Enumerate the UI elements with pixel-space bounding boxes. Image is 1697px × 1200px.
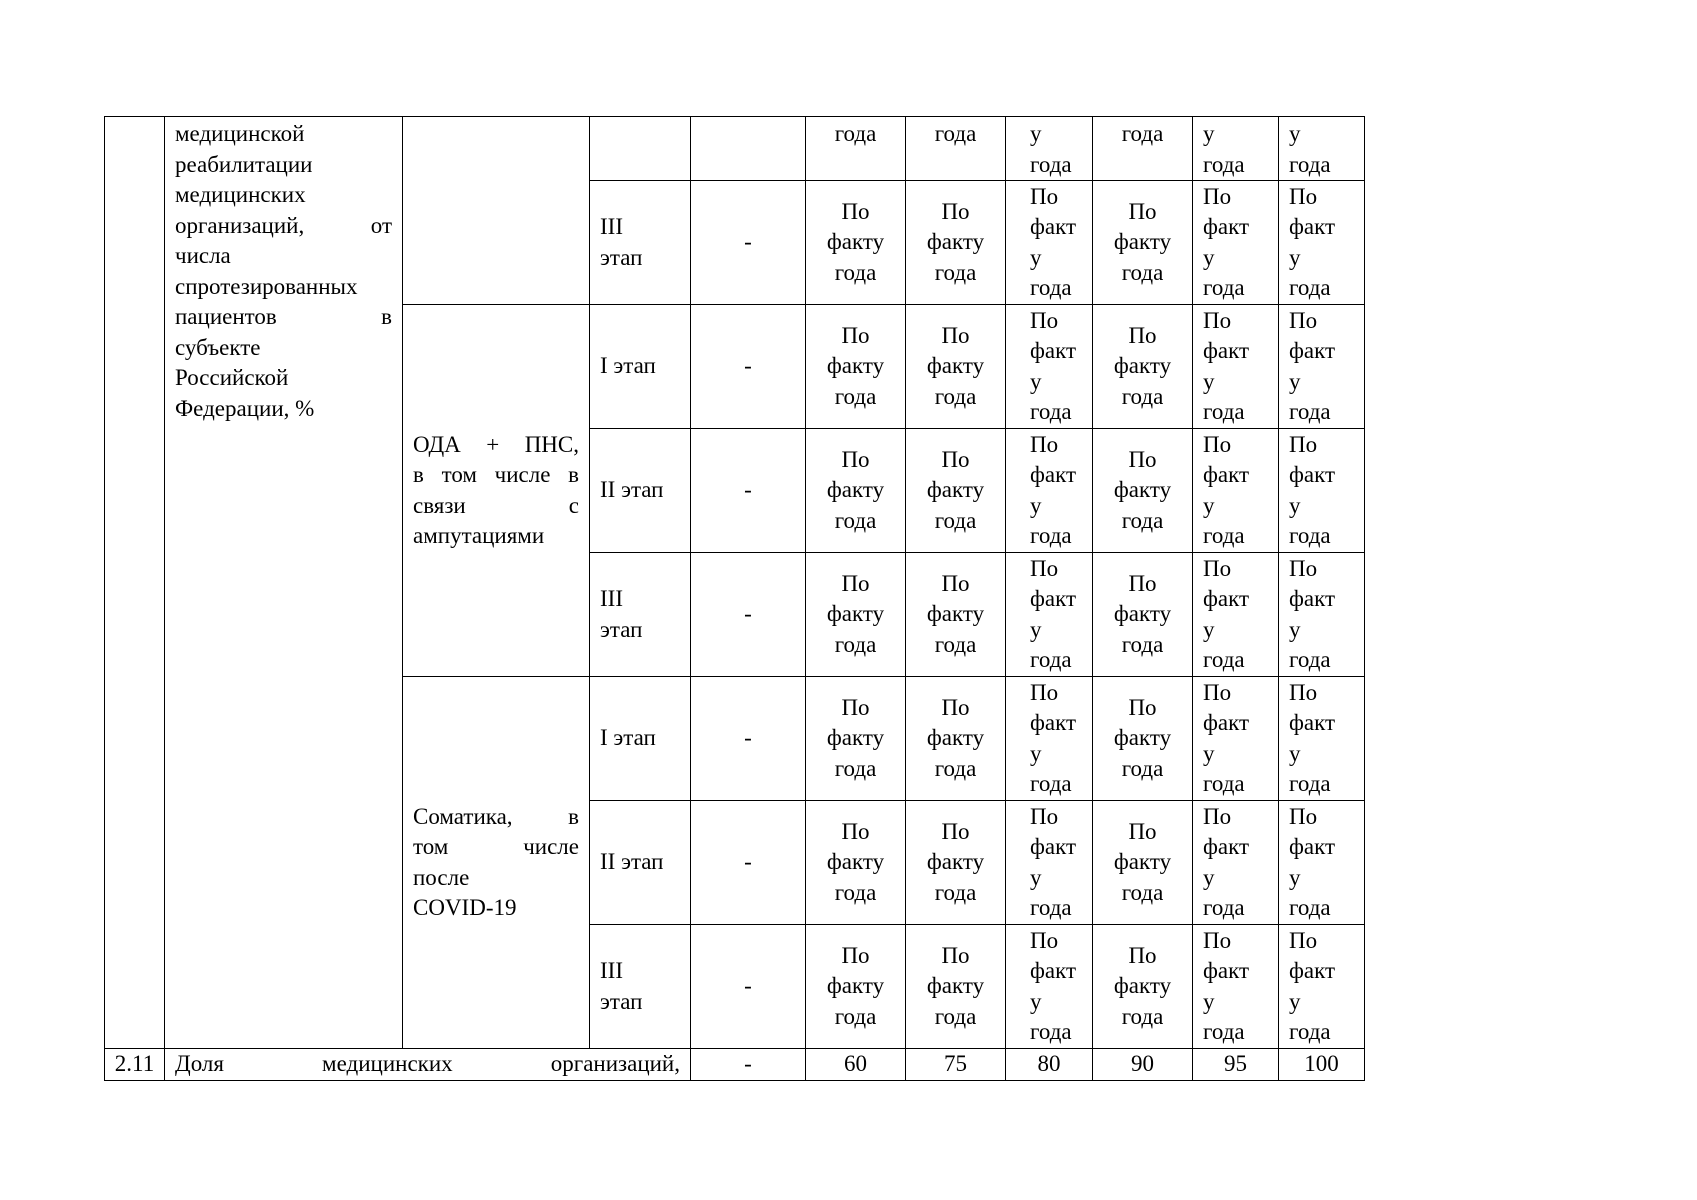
value-cell	[1193, 801, 1279, 925]
group-oda-pns	[403, 305, 590, 677]
value-cell	[806, 677, 906, 801]
group-label-line: после	[413, 864, 470, 890]
value-cell	[906, 181, 1006, 305]
value-cell	[1093, 801, 1193, 925]
indicator-table	[104, 116, 1365, 1081]
value-cell	[1279, 925, 1365, 1049]
value-cell	[806, 429, 906, 553]
stage-text: III этап	[600, 586, 643, 642]
cell-value: По факт у года	[1030, 431, 1077, 548]
value-cell	[906, 553, 1006, 677]
cell-value: у года	[1203, 121, 1245, 177]
stage-text: III этап	[600, 214, 643, 270]
cell-value: По факту года	[926, 446, 985, 533]
value-cell	[906, 925, 1006, 1049]
baseline-dash: -	[691, 801, 806, 925]
description-line: Российской	[175, 365, 289, 390]
cell-value: По факту года	[1113, 942, 1172, 1029]
value-cell	[1093, 305, 1193, 429]
description-line: субъекте	[175, 334, 261, 360]
row-number-cell	[105, 117, 165, 1049]
description-line: медицинской	[175, 121, 305, 146]
description-line: пациентов в	[175, 304, 392, 329]
cell-value: По факту года	[826, 198, 885, 285]
value-cell: 60	[806, 1049, 906, 1081]
baseline-dash: -	[691, 181, 806, 305]
stage-label	[590, 181, 691, 305]
description-line: медицинских	[175, 182, 306, 207]
cell-value: По факт у года	[1289, 679, 1336, 796]
cell-value: По факт у года	[1203, 679, 1250, 796]
value-cell	[1193, 553, 1279, 677]
value-cell: 80	[1006, 1049, 1093, 1081]
stage-label	[590, 925, 691, 1049]
baseline-dash: -	[691, 925, 806, 1049]
cell-value: По факту года	[1113, 322, 1172, 409]
stage-label	[590, 677, 691, 801]
value-cell	[906, 117, 1006, 181]
cell-value: По факту года	[926, 942, 985, 1029]
value-cell	[1193, 181, 1279, 305]
value-cell	[1193, 677, 1279, 801]
stage-label	[590, 553, 691, 677]
value-cell	[1006, 553, 1093, 677]
row-number: 2.11	[105, 1049, 165, 1081]
value-cell: 95	[1193, 1049, 1279, 1081]
value-cell	[1279, 553, 1365, 677]
cell-value: По факт у года	[1289, 431, 1336, 548]
stage-cell-empty	[590, 117, 691, 181]
cell-value: По факт у года	[1289, 183, 1336, 300]
stage-text: II этап	[600, 849, 664, 875]
value-cell	[1093, 677, 1193, 801]
stage-label	[590, 429, 691, 553]
cell-value: По факт у года	[1030, 307, 1077, 424]
cell-value: По факт у года	[1203, 803, 1250, 920]
group-somatika	[403, 677, 590, 1049]
value-cell	[1006, 801, 1093, 925]
group-label-line: связи с	[413, 492, 579, 518]
cell-value: По факт у года	[1030, 183, 1077, 300]
value-cell	[1093, 925, 1193, 1049]
table-row-2-11	[105, 1049, 1365, 1081]
value-cell	[806, 801, 906, 925]
cell-value: По факт у года	[1203, 927, 1250, 1044]
description-line: Федерации, %	[175, 395, 315, 421]
cell-value: По факту года	[1113, 198, 1172, 285]
value-cell	[1279, 429, 1365, 553]
cell-value: По факту года	[826, 570, 885, 657]
cell-value: По факт у года	[1289, 555, 1336, 672]
cell-value: По факт у года	[1289, 803, 1336, 920]
cell-value: года	[934, 121, 977, 146]
cell-value: По факт у года	[1203, 555, 1250, 672]
cell-value: По факту года	[926, 322, 985, 409]
stage-text: II этап	[600, 477, 664, 503]
value-cell	[1006, 305, 1093, 429]
value-cell	[1193, 925, 1279, 1049]
value-cell	[1093, 553, 1193, 677]
cell-value: года	[1121, 121, 1164, 146]
cell-value: По факту года	[926, 694, 985, 781]
stage-text: I этап	[600, 725, 656, 751]
cell-value: По факт у года	[1030, 927, 1077, 1044]
value-cell	[906, 429, 1006, 553]
cell-value: По факт у года	[1030, 679, 1077, 796]
cell-value: По факту года	[1113, 818, 1172, 905]
cell-value: По факту года	[826, 818, 885, 905]
value-cell	[1006, 181, 1093, 305]
baseline-dash: -	[691, 677, 806, 801]
stage-text: I этап	[600, 353, 656, 379]
stage-label	[590, 801, 691, 925]
cell-value: По факту года	[826, 694, 885, 781]
cell-value: По факту года	[926, 198, 985, 285]
cell-value: По факту года	[1113, 446, 1172, 533]
description-line: Доля медицинских организаций,	[175, 1051, 680, 1077]
group-label-line: Соматика, в	[413, 803, 579, 829]
value-cell	[1006, 925, 1093, 1049]
value-cell	[806, 925, 906, 1049]
baseline-dash: -	[691, 429, 806, 553]
value-cell	[1279, 801, 1365, 925]
cell-value: По факту года	[926, 570, 985, 657]
group-label-line: ампутациями	[413, 523, 545, 548]
cell-value: По факт у года	[1289, 927, 1336, 1044]
value-cell	[906, 305, 1006, 429]
value-cell	[1279, 677, 1365, 801]
cell-value: По факту года	[826, 942, 885, 1029]
value-cell: 100	[1279, 1049, 1365, 1081]
cell-value: По факт у года	[1203, 183, 1250, 300]
baseline-cell-empty	[691, 117, 806, 181]
value-cell	[1279, 305, 1365, 429]
value-cell	[906, 801, 1006, 925]
value-cell	[1093, 117, 1193, 181]
value-cell	[1093, 429, 1193, 553]
group-label-line: том числе	[413, 834, 579, 859]
baseline-dash: -	[691, 305, 806, 429]
baseline-dash: -	[691, 1049, 806, 1081]
value-cell	[1279, 181, 1365, 305]
group-label-line: в том числе в	[413, 462, 579, 487]
value-cell: 90	[1093, 1049, 1193, 1081]
value-cell	[1006, 117, 1093, 181]
indicator-description	[165, 1049, 691, 1081]
description-line: организаций, от	[175, 212, 392, 238]
cell-value: По факту года	[826, 446, 885, 533]
value-cell	[1193, 429, 1279, 553]
stage-text: III этап	[600, 958, 643, 1014]
value-cell	[806, 305, 906, 429]
table-row	[105, 117, 1365, 181]
stage-label	[590, 305, 691, 429]
value-cell	[1193, 305, 1279, 429]
table-body	[105, 117, 1365, 1081]
group-label-line: COVID-19	[413, 895, 517, 920]
cell-value: По факту года	[1113, 694, 1172, 781]
cell-value: По факту года	[926, 818, 985, 905]
cell-value: По факт у года	[1030, 555, 1077, 672]
value-cell	[806, 181, 906, 305]
value-cell	[1279, 117, 1365, 181]
value-cell	[1006, 429, 1093, 553]
cell-value: По факту года	[1113, 570, 1172, 657]
value-cell	[806, 553, 906, 677]
value-cell	[1006, 677, 1093, 801]
cell-value: у года	[1289, 121, 1331, 177]
cell-value: у года	[1030, 121, 1072, 177]
cell-value: По факт у года	[1289, 307, 1336, 424]
baseline-dash: -	[691, 553, 806, 677]
value-cell	[1093, 181, 1193, 305]
value-cell: 75	[906, 1049, 1006, 1081]
cell-value: года	[834, 121, 877, 146]
description-line: числа	[175, 243, 231, 268]
cell-value: По факту года	[826, 322, 885, 409]
group-cell-empty	[403, 117, 590, 305]
value-cell	[806, 117, 906, 181]
cell-value: По факт у года	[1203, 307, 1250, 424]
value-cell	[1193, 117, 1279, 181]
cell-value: По факт у года	[1030, 803, 1077, 920]
cell-value: По факт у года	[1203, 431, 1250, 548]
indicator-description	[165, 117, 403, 1049]
description-line: реабилитации	[175, 151, 313, 177]
value-cell	[906, 677, 1006, 801]
description-line: спротезированных	[175, 273, 358, 299]
group-label-line: ОДА + ПНС,	[413, 431, 579, 457]
